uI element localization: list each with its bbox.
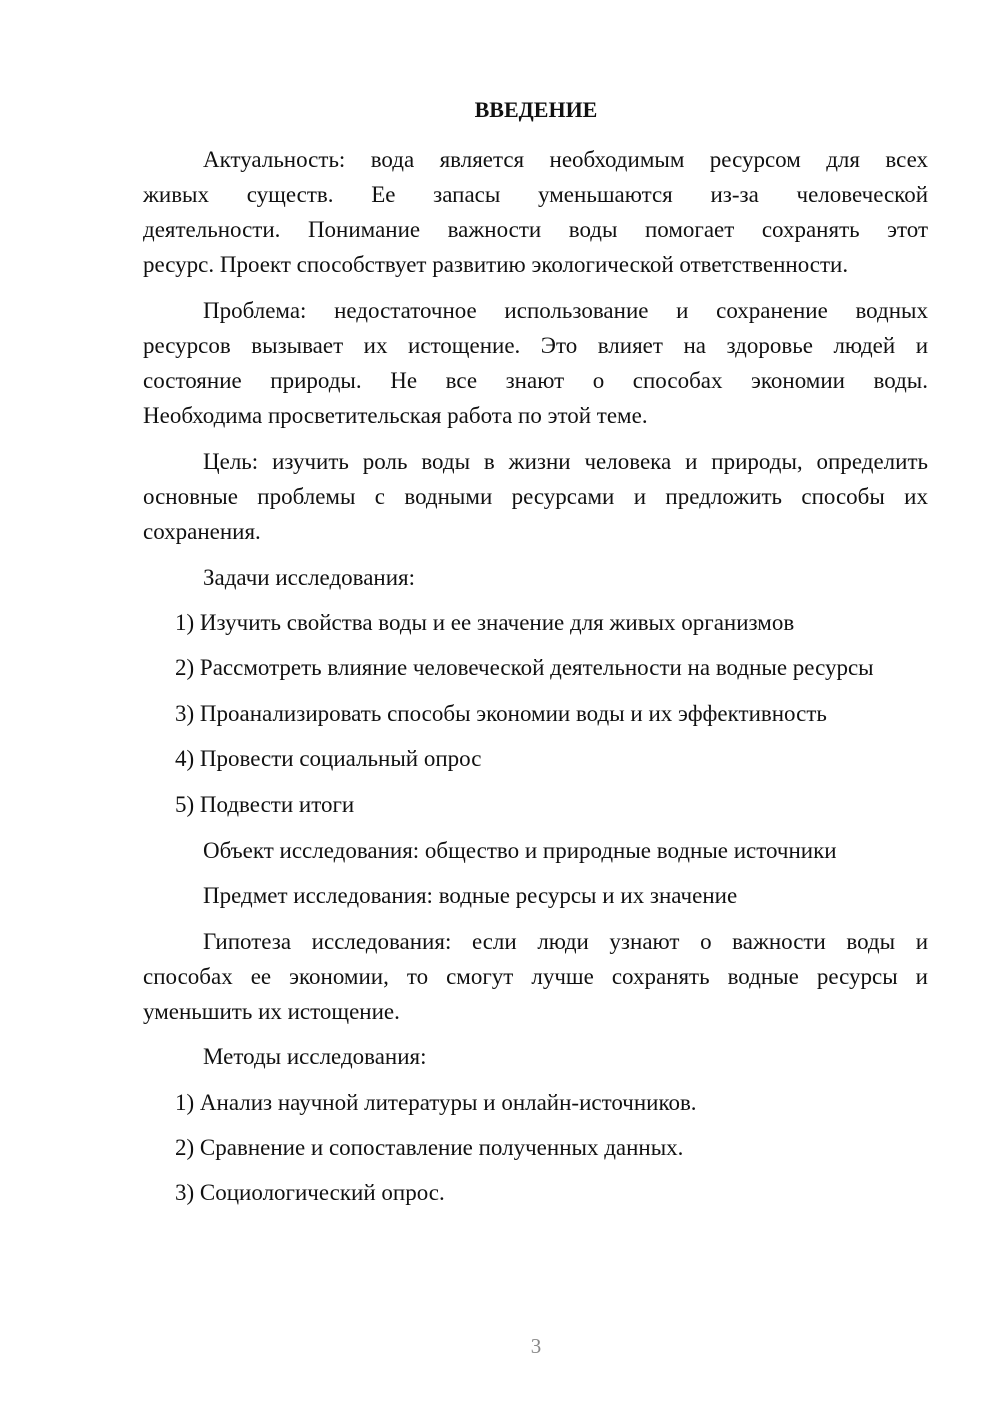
task-item [143, 650, 928, 685]
task-item [143, 787, 928, 822]
task-item-text: 2) Рассмотреть влияние человеческой деятельности на водные ресурсы [175, 655, 874, 680]
goal-paragraph [143, 444, 928, 549]
text-line: ресурсов вызывает их истощение. Это влияет на здоровье людей и [143, 333, 928, 358]
method-item-text: 1) Анализ научной литературы и онлайн-источников. [175, 1090, 697, 1115]
tasks-heading-text: Задачи исследования: [203, 565, 416, 590]
text-line: деятельности. Понимание важности воды помогает сохранять этот [143, 217, 928, 242]
text-line: уменьшить их истощение. [143, 999, 400, 1024]
text-line: сохранения. [143, 519, 261, 544]
task-item [143, 605, 928, 640]
task-item-text: 3) Проанализировать способы экономии воды и их эффективность [175, 701, 827, 726]
subject-text: Предмет исследования: водные ресурсы и их значение [203, 883, 738, 908]
methods-heading [143, 1039, 928, 1074]
text-line: Актуальность: вода является необходимым ресурсом для всех [203, 147, 928, 172]
text-line: ресурс. Проект способствует развитию экологической ответственности. [143, 252, 849, 277]
method-item-text: 3) Социологический опрос. [175, 1180, 445, 1205]
text-line: способах ее экономии, то смогут лучше сохранять водные ресурсы и [143, 964, 928, 989]
text-line: живых существ. Ее запасы уменьшаются из-за человеческой [143, 182, 928, 207]
methods-heading-text: Методы исследования: [203, 1044, 427, 1069]
problem-paragraph [143, 293, 928, 433]
subject-paragraph [143, 878, 928, 913]
text-line: Цель: изучить роль воды в жизни человека и природы, определить [203, 449, 928, 474]
method-item [143, 1130, 928, 1165]
section-title: ВВЕДЕНИЕ [474, 97, 598, 122]
task-item-text: 1) Изучить свойства воды и ее значение для живых организмов [175, 610, 795, 635]
object-paragraph [143, 833, 928, 868]
object-text: Объект исследования: общество и природные водные источники [203, 838, 837, 863]
text-line: состояние природы. Не все знают о способах экономии воды. [143, 368, 928, 393]
method-item-text: 2) Сравнение и сопоставление полученных данных. [175, 1135, 684, 1160]
text-line: Проблема: недостаточное использование и сохранение водных [203, 298, 928, 323]
hypothesis-paragraph [143, 924, 928, 1029]
text-line: Необходима просветительская работа по этой теме. [143, 403, 648, 428]
text-line: Гипотеза исследования: если люди узнают о важности воды и [203, 929, 928, 954]
method-item [143, 1175, 928, 1210]
task-item [143, 741, 928, 776]
task-item-text: 4) Провести социальный опрос [175, 746, 482, 771]
method-item [143, 1085, 928, 1120]
task-item [143, 696, 928, 731]
text-line: основные проблемы с водными ресурсами и предложить способы их [143, 484, 928, 509]
page-number: 3 [530, 1334, 542, 1358]
task-item-text: 5) Подвести итоги [175, 792, 355, 817]
relevance-paragraph [143, 142, 928, 282]
tasks-heading [143, 560, 928, 595]
